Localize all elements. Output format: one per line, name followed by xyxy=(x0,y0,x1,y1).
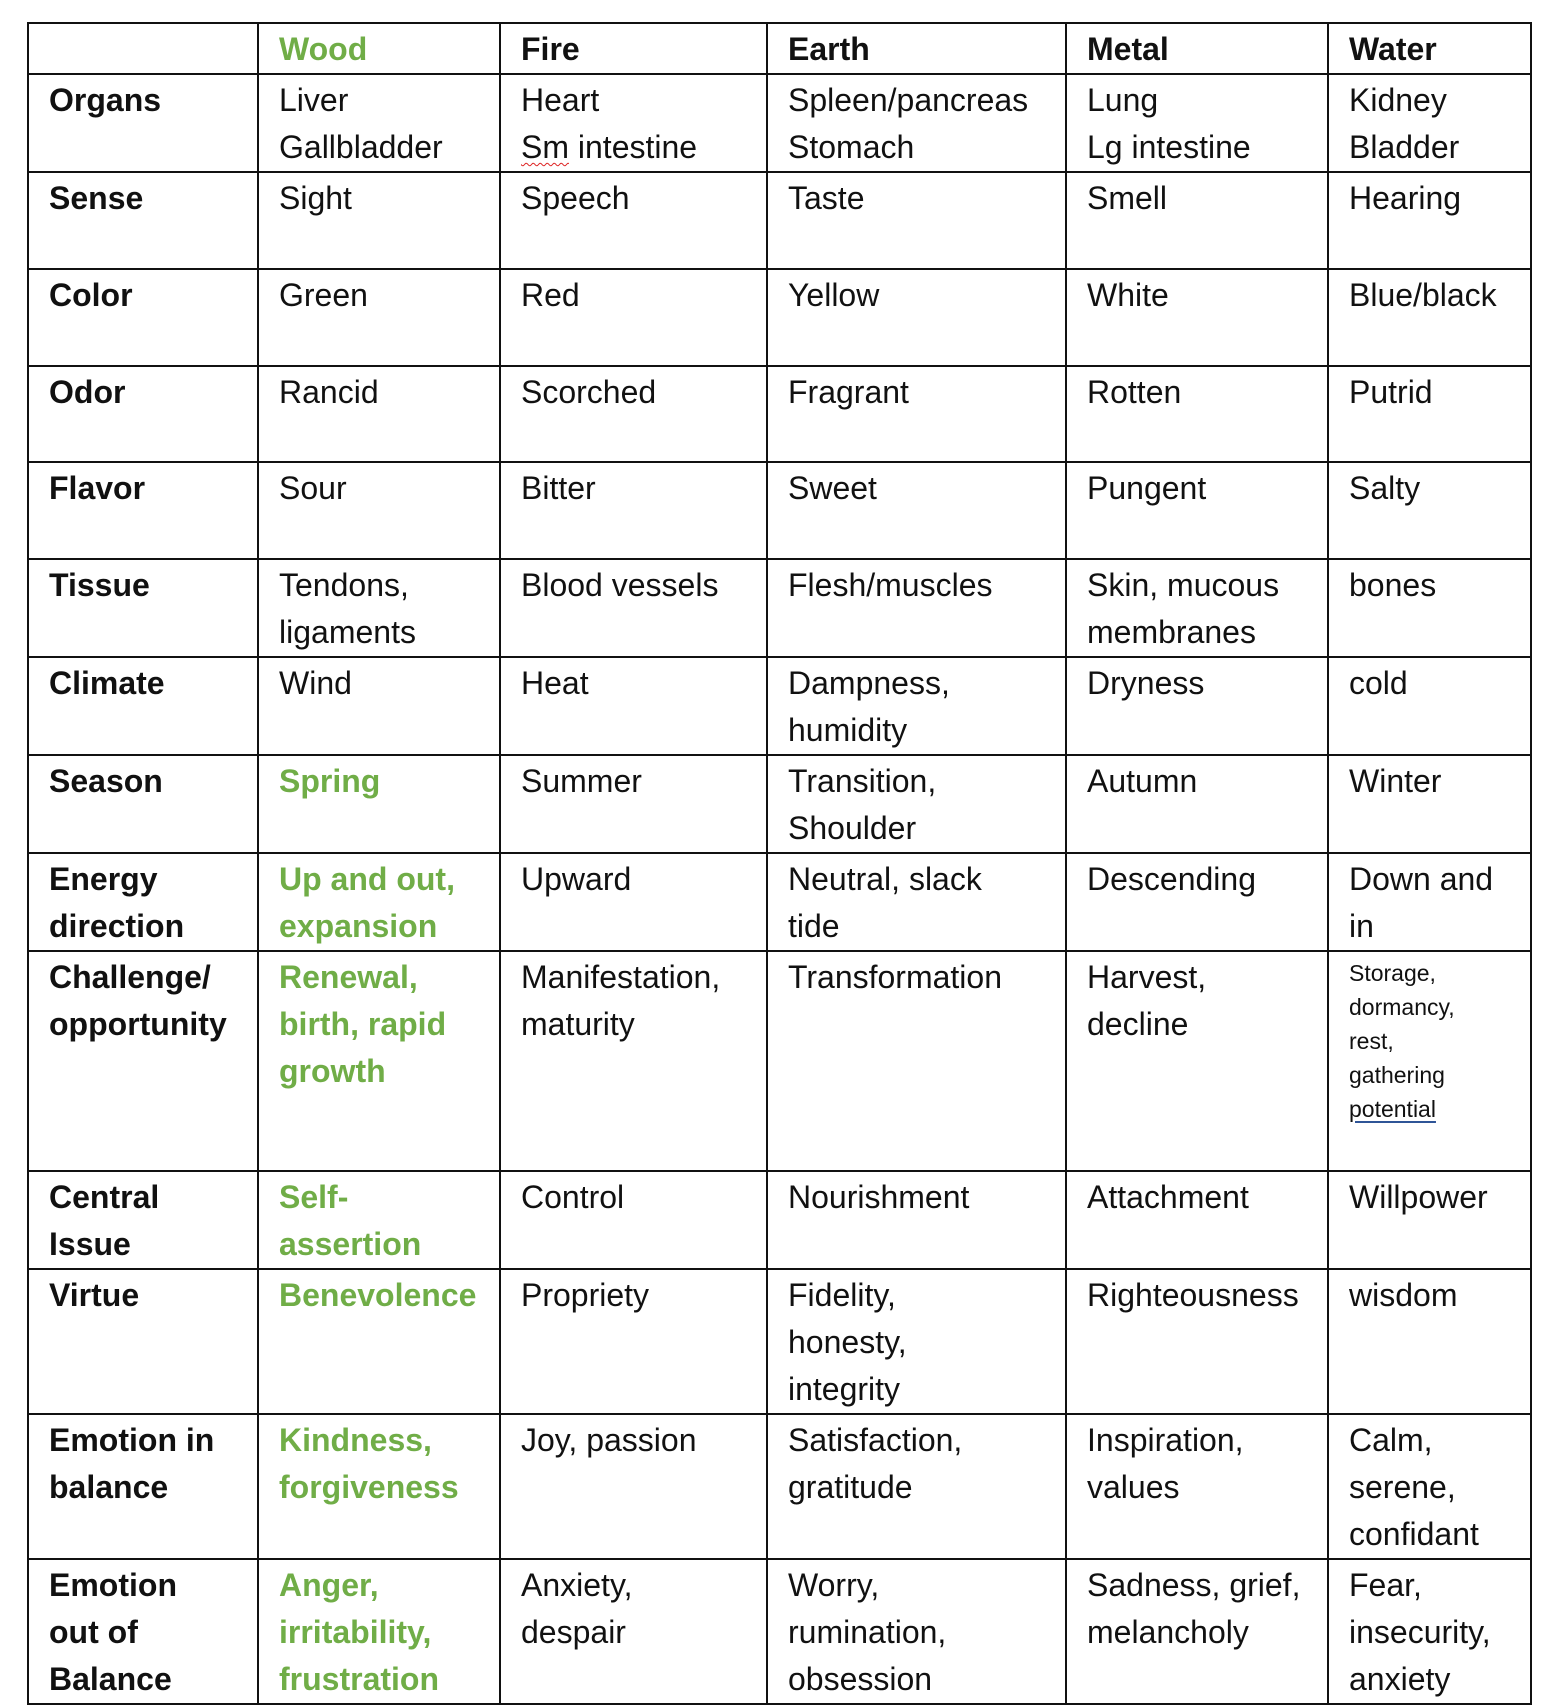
cell-text: Anger, xyxy=(279,1567,379,1603)
table-cell-metal xyxy=(1066,1559,1328,1704)
cell-text: birth, rapid xyxy=(279,1006,447,1042)
cell-text: Pungent xyxy=(1087,470,1207,506)
cell-text: serene, xyxy=(1349,1469,1456,1505)
table-cell-wood xyxy=(258,951,500,1171)
table-cell-wood xyxy=(258,172,500,269)
cell-text: Tendons, xyxy=(279,567,409,603)
cell-text: gathering xyxy=(1349,1062,1445,1088)
cell-text: Flesh/muscles xyxy=(788,567,993,603)
row-label: Emotion xyxy=(49,1567,177,1603)
cell-text: Sadness, grief, xyxy=(1087,1567,1301,1603)
cell-text: melancholy xyxy=(1087,1614,1249,1650)
cell-text: Transition, xyxy=(788,763,937,799)
cell-text: Taste xyxy=(788,180,865,216)
row-label: Flavor xyxy=(49,470,146,506)
row-label: Organs xyxy=(49,82,162,118)
cell-text: Heat xyxy=(521,665,589,701)
cell-text: Putrid xyxy=(1349,374,1433,410)
table-cell-water xyxy=(1328,559,1531,657)
table-cell-metal xyxy=(1066,366,1328,462)
row-label-cell xyxy=(28,1559,258,1704)
table-cell-earth xyxy=(767,951,1066,1171)
cell-text: Down and xyxy=(1349,861,1494,897)
table-cell-wood xyxy=(258,1414,500,1559)
cell-text: Lung xyxy=(1087,82,1159,118)
cell-text: Anxiety, xyxy=(521,1567,633,1603)
cell-text: Fear, xyxy=(1349,1567,1422,1603)
cell-text: Stomach xyxy=(788,129,915,165)
cell-text: Up and out, xyxy=(279,861,455,897)
cell-text: Bladder xyxy=(1349,129,1460,165)
cell-text: Benevolence xyxy=(279,1277,477,1313)
cell-text: Spring xyxy=(279,763,381,799)
table-cell-water xyxy=(1328,269,1531,366)
cell-text: Kidney xyxy=(1349,82,1447,118)
spelling-mark: Sm xyxy=(521,129,569,165)
table-row xyxy=(28,1414,1531,1559)
table-cell-earth xyxy=(767,657,1066,755)
table-cell-fire xyxy=(500,853,767,951)
table-cell-wood xyxy=(258,462,500,559)
cell-text: Blue/black xyxy=(1349,277,1497,313)
row-label-cell xyxy=(28,657,258,755)
table-row xyxy=(28,1171,1531,1269)
row-label-cell xyxy=(28,853,258,951)
row-label-cell xyxy=(28,462,258,559)
cell-text: Fragrant xyxy=(788,374,909,410)
header-cell-wood xyxy=(258,23,500,74)
table-row xyxy=(28,1269,1531,1414)
cell-text: Smell xyxy=(1087,180,1168,216)
row-label: Climate xyxy=(49,665,165,701)
cell-text: despair xyxy=(521,1614,626,1650)
cell-text: Sweet xyxy=(788,470,877,506)
header-label: Water xyxy=(1349,31,1437,67)
cell-text: Attachment xyxy=(1087,1179,1249,1215)
five-elements-table xyxy=(27,22,1532,1705)
cell-text: Hearing xyxy=(1349,180,1462,216)
cell-text: Propriety xyxy=(521,1277,650,1313)
table-cell-water xyxy=(1328,462,1531,559)
table-cell-earth xyxy=(767,755,1066,853)
table-cell-earth xyxy=(767,269,1066,366)
cell-text: Bitter xyxy=(521,470,596,506)
row-label: Balance xyxy=(49,1661,172,1697)
table-cell-wood xyxy=(258,853,500,951)
cell-text: Calm, xyxy=(1349,1422,1433,1458)
row-label-cell xyxy=(28,951,258,1171)
cell-text: Righteousness xyxy=(1087,1277,1299,1313)
cell-text: forgiveness xyxy=(279,1469,459,1505)
row-label: Sense xyxy=(49,180,144,216)
table-cell-fire xyxy=(500,74,767,172)
row-label: opportunity xyxy=(49,1006,227,1042)
header-cell-fire xyxy=(500,23,767,74)
cell-text: gratitude xyxy=(788,1469,913,1505)
table-cell-wood xyxy=(258,559,500,657)
row-label-cell xyxy=(28,366,258,462)
cell-text: bones xyxy=(1349,567,1437,603)
table-row xyxy=(28,755,1531,853)
table-cell-metal xyxy=(1066,74,1328,172)
table-cell-metal xyxy=(1066,1414,1328,1559)
table-cell-fire xyxy=(500,1171,767,1269)
cell-text: growth xyxy=(279,1053,386,1089)
table-cell-wood xyxy=(258,657,500,755)
cell-text: Manifestation, xyxy=(521,959,721,995)
row-label-cell xyxy=(28,559,258,657)
table-row xyxy=(28,462,1531,559)
cell-text: Speech xyxy=(521,180,630,216)
cell-text: Neutral, slack xyxy=(788,861,982,897)
row-label-cell xyxy=(28,269,258,366)
cell-text: maturity xyxy=(521,1006,635,1042)
cell-text: Kindness, xyxy=(279,1422,432,1458)
cell-text: Green xyxy=(279,277,368,313)
cell-text: Self- xyxy=(279,1179,349,1215)
table-row xyxy=(28,1559,1531,1704)
cell-text: Gallbladder xyxy=(279,129,443,165)
cell-text: Renewal, xyxy=(279,959,418,995)
table-row xyxy=(28,559,1531,657)
cell-text: rumination, xyxy=(788,1614,947,1650)
cell-text: Satisfaction, xyxy=(788,1422,963,1458)
cell-text: Worry, xyxy=(788,1567,880,1603)
table-cell-metal xyxy=(1066,559,1328,657)
cell-text: Sight xyxy=(279,180,352,216)
table-cell-wood xyxy=(258,755,500,853)
header-cell-metal xyxy=(1066,23,1328,74)
table-cell-fire xyxy=(500,1559,767,1704)
cell-text: Yellow xyxy=(788,277,880,313)
table-cell-metal xyxy=(1066,755,1328,853)
row-label-cell xyxy=(28,755,258,853)
cell-text: integrity xyxy=(788,1371,901,1407)
table-cell-metal xyxy=(1066,657,1328,755)
cell-text: Control xyxy=(521,1179,625,1215)
table-cell-metal xyxy=(1066,1171,1328,1269)
table-cell-earth xyxy=(767,1269,1066,1414)
table-cell-water xyxy=(1328,853,1531,951)
cell-text: anxiety xyxy=(1349,1661,1451,1697)
cell-text: irritability, xyxy=(279,1614,432,1650)
cell-text: assertion xyxy=(279,1226,422,1262)
table-cell-water xyxy=(1328,657,1531,755)
cell-text: potential xyxy=(1349,1096,1436,1122)
cell-text: Heart xyxy=(521,82,600,118)
cell-text: Fidelity, xyxy=(788,1277,896,1313)
table-row xyxy=(28,269,1531,366)
table-row xyxy=(28,366,1531,462)
header-row xyxy=(28,23,1531,74)
cell-text: Salty xyxy=(1349,470,1421,506)
table-row xyxy=(28,172,1531,269)
cell-text: Blood vessels xyxy=(521,567,719,603)
row-label: Central xyxy=(49,1179,160,1215)
table-cell-fire xyxy=(500,269,767,366)
cell-text: Rotten xyxy=(1087,374,1182,410)
table-cell-earth xyxy=(767,1414,1066,1559)
cell-text: cold xyxy=(1349,665,1408,701)
cell-text: humidity xyxy=(788,712,908,748)
row-label-cell xyxy=(28,1171,258,1269)
cell-text: dormancy, xyxy=(1349,994,1455,1020)
cell-text: Joy, passion xyxy=(521,1422,697,1458)
cell-text: insecurity, xyxy=(1349,1614,1491,1650)
table-cell-metal xyxy=(1066,462,1328,559)
table-cell-wood xyxy=(258,74,500,172)
row-label: balance xyxy=(49,1469,169,1505)
cell-text: Descending xyxy=(1087,861,1256,897)
cell-text: Liver xyxy=(279,82,349,118)
cell-text: White xyxy=(1087,277,1169,313)
table-cell-earth xyxy=(767,1559,1066,1704)
table-container xyxy=(27,22,1532,1705)
cell-text: Autumn xyxy=(1087,763,1198,799)
cell-text: Storage, xyxy=(1349,960,1436,986)
table-cell-water xyxy=(1328,755,1531,853)
table-cell-fire xyxy=(500,366,767,462)
cell-text: Spleen/pancreas xyxy=(788,82,1029,118)
cell-text: Skin, mucous xyxy=(1087,567,1280,603)
cell-text: Willpower xyxy=(1349,1179,1488,1215)
table-cell-earth xyxy=(767,74,1066,172)
table-cell-metal xyxy=(1066,172,1328,269)
row-label: Energy xyxy=(49,861,158,897)
table-cell-water xyxy=(1328,1171,1531,1269)
table-cell-fire xyxy=(500,755,767,853)
table-row xyxy=(28,74,1531,172)
table-cell-fire xyxy=(500,951,767,1171)
cell-text: in xyxy=(1349,908,1374,944)
table-row xyxy=(28,853,1531,951)
cell-text: Winter xyxy=(1349,763,1442,799)
row-label: out of xyxy=(49,1614,138,1650)
table-cell-water xyxy=(1328,951,1531,1171)
cell-text: expansion xyxy=(279,908,438,944)
cell-text: Sour xyxy=(279,470,347,506)
row-label-cell xyxy=(28,1414,258,1559)
table-cell-wood xyxy=(258,1559,500,1704)
cell-text: Sm intestine xyxy=(521,129,698,165)
row-label: direction xyxy=(49,908,185,944)
cell-text: Upward xyxy=(521,861,632,897)
table-row xyxy=(28,657,1531,755)
header-label: Wood xyxy=(279,31,368,67)
cell-text: frustration xyxy=(279,1661,439,1697)
table-cell-metal xyxy=(1066,951,1328,1171)
row-label-cell xyxy=(28,74,258,172)
row-label: Emotion in xyxy=(49,1422,215,1458)
table-cell-water xyxy=(1328,1414,1531,1559)
cell-text: ligaments xyxy=(279,614,416,650)
table-cell-wood xyxy=(258,366,500,462)
table-cell-earth xyxy=(767,1171,1066,1269)
cell-text: Scorched xyxy=(521,374,657,410)
cell-text: honesty, xyxy=(788,1324,907,1360)
table-cell-water xyxy=(1328,1559,1531,1704)
cell-text: Rancid xyxy=(279,374,379,410)
table-cell-water xyxy=(1328,172,1531,269)
table-cell-fire xyxy=(500,657,767,755)
row-label: Challenge/ xyxy=(49,959,211,995)
table-cell-earth xyxy=(767,853,1066,951)
header-label: Metal xyxy=(1087,31,1169,67)
cell-text: confidant xyxy=(1349,1516,1479,1552)
header-cell-earth xyxy=(767,23,1066,74)
header-label: Earth xyxy=(788,31,870,67)
row-label: Color xyxy=(49,277,133,313)
cell-text: Harvest, xyxy=(1087,959,1207,995)
table-cell-water xyxy=(1328,1269,1531,1414)
cell-text: Nourishment xyxy=(788,1179,970,1215)
header-label: Fire xyxy=(521,31,580,67)
row-label: Virtue xyxy=(49,1277,140,1313)
cell-text: values xyxy=(1087,1469,1180,1505)
cell-text: Dampness, xyxy=(788,665,950,701)
table-row xyxy=(28,951,1531,1171)
table-cell-wood xyxy=(258,1269,500,1414)
table-cell-metal xyxy=(1066,1269,1328,1414)
table-cell-wood xyxy=(258,1171,500,1269)
table-cell-earth xyxy=(767,462,1066,559)
table-cell-fire xyxy=(500,559,767,657)
table-cell-fire xyxy=(500,1269,767,1414)
row-label: Odor xyxy=(49,374,126,410)
table-cell-water xyxy=(1328,74,1531,172)
row-label-cell xyxy=(28,172,258,269)
cell-text: obsession xyxy=(788,1661,933,1697)
cell-text: Dryness xyxy=(1087,665,1205,701)
cell-text: Wind xyxy=(279,665,352,701)
table-cell-metal xyxy=(1066,269,1328,366)
table-cell-water xyxy=(1328,366,1531,462)
cell-text: Summer xyxy=(521,763,642,799)
header-corner-cell xyxy=(28,23,258,74)
row-label: Season xyxy=(49,763,163,799)
table-cell-fire xyxy=(500,462,767,559)
cell-text: membranes xyxy=(1087,614,1256,650)
cell-text: Red xyxy=(521,277,580,313)
table-cell-wood xyxy=(258,269,500,366)
row-label: Issue xyxy=(49,1226,131,1262)
table-cell-earth xyxy=(767,172,1066,269)
table-cell-fire xyxy=(500,1414,767,1559)
row-label-cell xyxy=(28,1269,258,1414)
cell-text: rest, xyxy=(1349,1028,1394,1054)
table-cell-earth xyxy=(767,559,1066,657)
cell-text: Transformation xyxy=(788,959,1002,995)
cell-text: Lg intestine xyxy=(1087,129,1251,165)
row-label: Tissue xyxy=(49,567,150,603)
cell-text: wisdom xyxy=(1349,1277,1458,1313)
table-cell-earth xyxy=(767,366,1066,462)
cell-text: tide xyxy=(788,908,840,944)
cell-text: Inspiration, xyxy=(1087,1422,1244,1458)
cell-text: Shoulder xyxy=(788,810,917,846)
cell-text: decline xyxy=(1087,1006,1189,1042)
table-cell-fire xyxy=(500,172,767,269)
table-cell-metal xyxy=(1066,853,1328,951)
header-cell-water xyxy=(1328,23,1531,74)
